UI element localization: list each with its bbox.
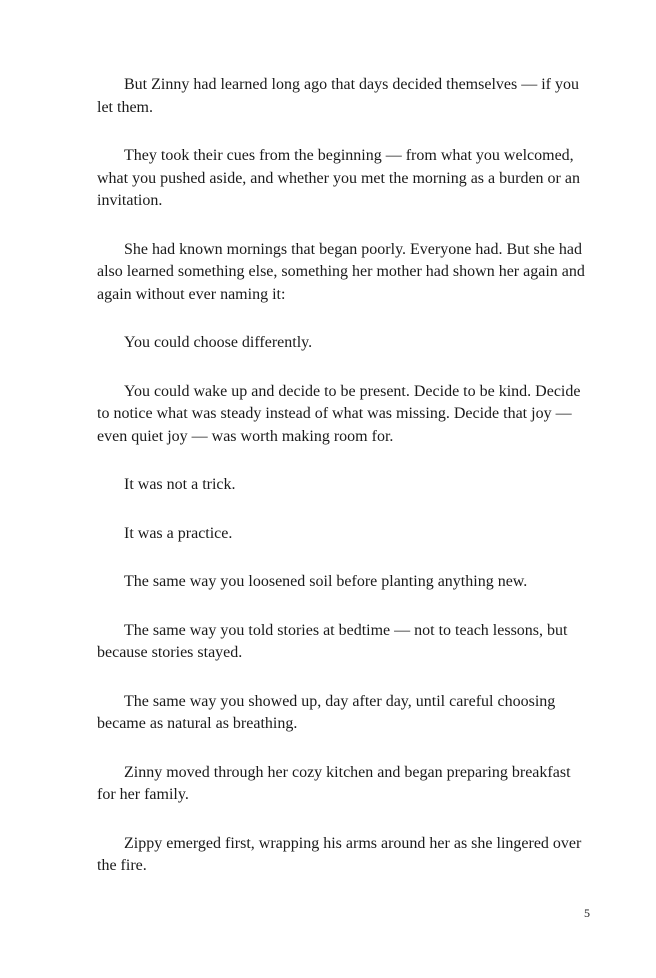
- paragraph: They took their cues from the beginning — from what you welcomed, what you pushed aside, and whether you met the morning as a burden or an invitation.: [97, 147, 580, 209]
- paragraph: She had known mornings that began poorly. Everyone had. But she had also learned something else, something her mother had shown her again and again without ever naming it:: [97, 240, 585, 303]
- paragraph: It was not a trick.: [124, 476, 236, 493]
- paragraph: The same way you loosened soil before planting anything new.: [124, 573, 528, 590]
- paragraph: But Zinny had learned long ago that days decided themselves — if you let them.: [97, 76, 579, 116]
- paragraph: You could choose differently.: [124, 334, 313, 351]
- page-body: [97, 74, 592, 904]
- paragraph: The same way you told stories at bedtime — not to teach lessons, but because stories stayed.: [97, 621, 568, 661]
- paragraph: Zippy emerged first, wrapping his arms around her as she lingered over the fire.: [97, 834, 582, 874]
- page-number: 5: [584, 906, 590, 920]
- paragraph: It was a practice.: [124, 524, 233, 542]
- paragraph: The same way you showed up, day after day, until careful choosing became as natural as breathing.: [97, 692, 556, 732]
- paragraph: Zinny moved through her cozy kitchen and began preparing breakfast for her family.: [97, 763, 571, 803]
- paragraph: You could wake up and decide to be present. Decide to be kind. Decide to notice what was steady instead of what was missing. Decide that joy — even quiet joy — was worth making room for.: [97, 382, 581, 445]
